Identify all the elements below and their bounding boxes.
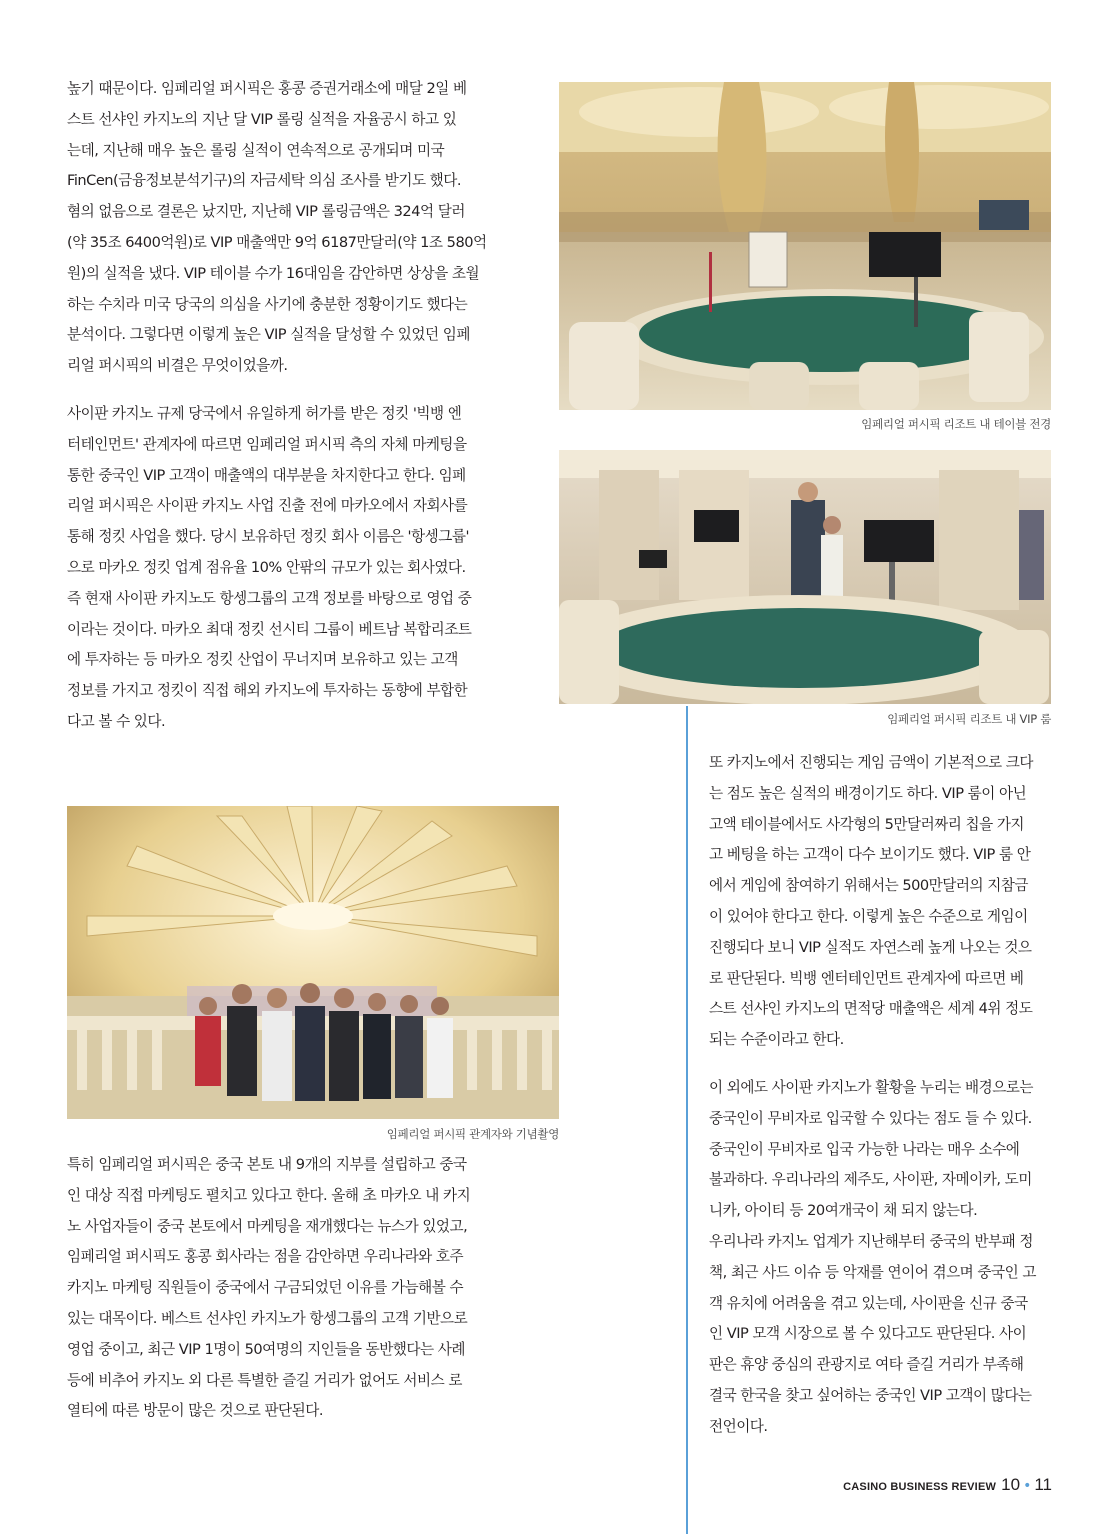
text-line: 진행되다 보니 VIP 실적도 자연스레 높게 나오는 것으	[709, 938, 1032, 956]
text-line: 원)의 실적을 냈다. VIP 테이블 수가 16대임을 감안하면 상상을 초월	[67, 264, 480, 282]
column-divider-line	[686, 706, 688, 1534]
text-line: 열티에 따른 방문이 많은 것으로 판단된다.	[67, 1402, 323, 1420]
text-line: 특히 임페리얼 퍼시픽은 중국 본토 내 9개의 지부를 설립하고 중국	[67, 1156, 467, 1173]
text-line: 등에 비추어 카지노 외 다른 특별한 즐길 거리가 없어도 서비스 로	[67, 1371, 462, 1389]
text-line: 노 사업자들이 중국 본토에서 마케팅을 재개했다는 뉴스가 있었고,	[67, 1217, 468, 1235]
text-line: 스트 선샤인 카지노의 면적당 매출액은 세계 4위 정도	[709, 1000, 1033, 1018]
text-line: 중국인이 무비자로 입국할 수 있다는 점도 들 수 있다.	[709, 1109, 1032, 1127]
text-line: 리얼 퍼시픽은 사이판 카지노 사업 진출 전에 마카오에서 자회사를	[67, 497, 468, 515]
text-line: 즉 현재 사이판 카지노도 항셍그룹의 고객 정보를 바탕으로 영업 중	[67, 589, 472, 607]
text-line: 니카, 아이티 등 20여개국이 채 되지 않는다.	[709, 1202, 978, 1220]
text-line: 결국 한국을 찾고 싶어하는 중국인 VIP 고객이 많다는	[709, 1386, 1032, 1404]
casino-table-overview-photo	[559, 82, 1051, 410]
left-paragraph-3	[67, 1150, 470, 1427]
vip-room-caption: 임페리얼 퍼시픽 리조트 내 VIP 룸	[887, 712, 1051, 726]
text-line: 혐의 없음으로 결론은 났지만, 지난해 VIP 롤링금액은 324억 달러	[67, 203, 465, 221]
text-line: 고액 테이블에서도 사각형의 5만달러짜리 칩을 가지	[709, 815, 1025, 833]
magazine-name: CASINO BUSINESS REVIEW	[843, 1481, 997, 1493]
text-line: 또 카지노에서 진행되는 게임 금액이 기본적으로 크다	[709, 754, 1033, 771]
page-number-left: 10	[1001, 1475, 1021, 1494]
text-line: 다고 볼 수 있다.	[67, 712, 166, 730]
text-line: 고 베팅을 하는 고객이 다수 보이기도 했다. VIP 룸 안	[709, 846, 1031, 864]
text-line: 통한 중국인 VIP 고객이 매출액의 대부분을 차지한다고 한다. 임페	[67, 466, 466, 484]
text-line: 인 대상 직접 마케팅도 펼치고 있다고 한다. 올해 초 마카오 내 카지	[67, 1186, 471, 1204]
text-line: 우리나라 카지노 업계가 지난해부터 중국의 반부패 정	[709, 1232, 1033, 1250]
text-line: FinCen(금융정보분석기구)의 자금세탁 의심 조사를 받기도 했다.	[67, 172, 462, 190]
text-line: 전언이다.	[709, 1417, 768, 1435]
table-overview-caption: 임페리얼 퍼시픽 리조트 내 테이블 전경	[861, 417, 1051, 431]
text-line: 로 판단된다. 빅뱅 엔터테인먼트 관계자에 따르면 베	[709, 969, 1024, 987]
text-line: 정보를 가지고 정킷이 직접 해외 카지노에 투자하는 동향에 부합한	[67, 682, 468, 700]
page-number-right: 11	[1034, 1475, 1052, 1494]
text-line: 으로 마카오 정킷 업계 점유율 10% 안팎의 규모가 있는 회사였다.	[67, 558, 466, 576]
text-line: 분석이다. 그렇다면 이렇게 높은 VIP 실적을 달성할 수 있었던 임페	[67, 326, 470, 344]
text-line: 터테인먼트' 관계자에 따르면 임페리얼 퍼시픽 측의 자체 마케팅을	[67, 435, 467, 453]
text-line: 객 유치에 어려움을 겪고 있는데, 사이판을 신규 중국	[709, 1294, 1028, 1312]
left-paragraph-1	[67, 74, 487, 382]
vip-room-photo	[559, 450, 1051, 704]
text-line: 중국인이 무비자로 입국 가능한 나라는 매우 소수에	[709, 1140, 1020, 1158]
text-line: 임페리얼 퍼시픽도 홍콩 회사라는 점을 감안하면 우리나라와 호주	[67, 1248, 464, 1266]
group-photo	[67, 806, 559, 1119]
text-line: 는 점도 높은 실적의 배경이기도 하다. VIP 룸이 아닌	[709, 784, 1027, 802]
text-line: 이라는 것이다. 마카오 최대 정킷 선시티 그룹이 베트남 복합리조트	[67, 620, 472, 638]
text-line: 되는 수준이라고 한다.	[709, 1031, 844, 1049]
right-paragraph-2	[709, 1073, 1036, 1443]
page-footer	[843, 1475, 1052, 1495]
text-line: 통해 정킷 사업을 했다. 당시 보유하던 정킷 회사 이름은 '항셍그룹'	[67, 528, 469, 546]
text-line: 이 외에도 사이판 카지노가 활황을 누리는 배경으로는	[709, 1079, 1033, 1096]
text-line: 스트 선샤인 카지노의 지난 달 VIP 롤링 실적을 자율공시 하고 있	[67, 110, 457, 128]
text-line: 에서 게임에 참여하기 위해서는 500만달러의 지참금	[709, 877, 1029, 895]
group-photo-caption: 임페리얼 퍼시픽 관계자와 기념촬영	[386, 1127, 559, 1141]
text-line: 리얼 퍼시픽의 비결은 무엇이었을까.	[67, 357, 288, 375]
text-line: 영업 중이고, 최근 VIP 1명이 50여명의 지인들을 동반했다는 사례	[67, 1340, 465, 1358]
text-line: 하는 수치라 미국 당국의 의심을 사기에 충분한 정황이기도 했다는	[67, 295, 468, 313]
text-line: 이 있어야 한다고 한다. 이렇게 높은 수준으로 게임이	[709, 907, 1028, 925]
page-separator-dot: •	[1023, 1478, 1032, 1494]
left-paragraph-2	[67, 399, 471, 738]
text-line: 에 투자하는 등 마카오 정킷 산업이 무너지며 보유하고 있는 고객	[67, 651, 458, 669]
text-line: 높기 때문이다. 임페리얼 퍼시픽은 홍콩 증권거래소에 매달 2일 베	[67, 80, 467, 97]
text-line: 책, 최근 사드 이슈 등 악재를 연이어 겪으며 중국인 고	[709, 1263, 1036, 1281]
text-line: 는데, 지난해 매우 높은 롤링 실적이 연속적으로 공개되며 미국	[67, 141, 445, 159]
text-line: 있는 대목이다. 베스트 선샤인 카지노가 항셍그룹의 고객 기반으로	[67, 1309, 468, 1327]
text-line: 판은 휴양 중심의 관광지로 여타 즐길 거리가 부족해	[709, 1356, 1024, 1374]
right-paragraph-1	[709, 748, 1033, 1056]
text-line: 인 VIP 모객 시장으로 볼 수 있다고도 판단된다. 사이	[709, 1325, 1027, 1343]
text-line: 사이판 카지노 규제 당국에서 유일하게 허가를 받은 정킷 '빅뱅 엔	[67, 405, 462, 422]
text-line: 카지노 마케팅 직원들이 중국에서 구금되었던 이유를 가늠해볼 수	[67, 1279, 464, 1297]
text-line: 불과하다. 우리나라의 제주도, 사이판, 자메이카, 도미	[709, 1171, 1032, 1189]
text-line: (약 35조 6400억원)로 VIP 매출액만 9억 6187만달러(약 1조 580억	[67, 233, 487, 251]
